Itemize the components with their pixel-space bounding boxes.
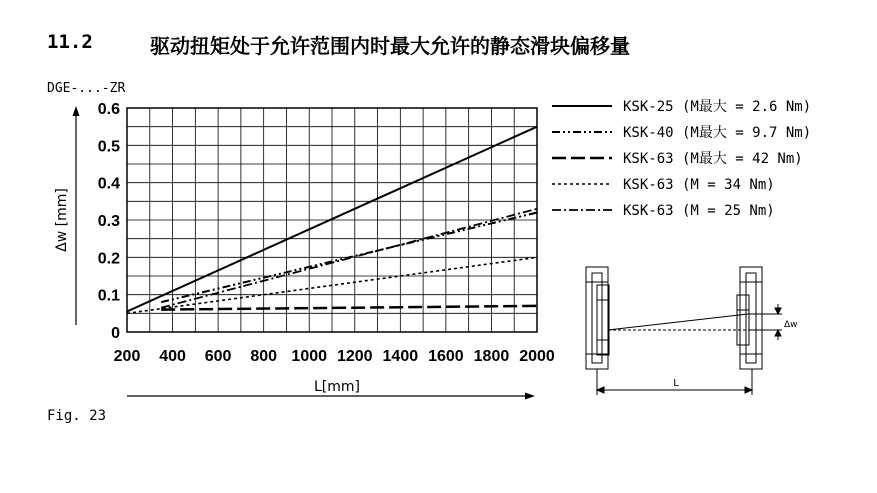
y-axis-arrowhead [73,106,80,116]
y-tick-label: 0.3 [97,213,120,230]
x-tick-label: 2000 [519,348,555,365]
legend-label: KSK-63 (M最大 = 42 Nm) [623,151,803,167]
figure-caption: Fig. 23 [47,408,107,424]
legend-label: KSK-25 (M最大 = 2.6 Nm) [623,99,812,115]
x-tick-label: 1000 [291,348,328,365]
x-axis-arrowhead [525,393,535,400]
legend-label: KSK-63 (M = 25 Nm) [623,203,775,219]
x-tick-label: 1200 [336,348,373,365]
series-line [161,306,537,310]
x-tick-label: 1400 [382,348,419,365]
x-tick-label: 600 [204,348,232,365]
diagram-l-label: L [673,378,679,389]
y-tick-label: 0.2 [97,250,120,268]
section-number: 11.2 [47,31,93,53]
chart-label: DGE-...-ZR [47,81,126,96]
legend-label: KSK-63 (M = 34 Nm) [623,177,775,193]
x-tick-label: 1800 [473,348,510,365]
x-tick-label: 800 [250,348,278,365]
chart-legend [552,98,811,219]
y-tick-label: 0 [111,325,120,342]
y-tick-label: 0.6 [97,101,120,118]
x-tick-label: 1600 [428,348,464,365]
x-tick-label: 200 [113,348,141,365]
page-title: 驱动扭矩处于允许范围内时最大允许的静态滑块偏移量 [150,34,630,58]
y-axis-title: Δw [mm] [54,188,70,252]
diagram-w-label: Δw [784,320,798,330]
x-axis-title: L[mm] [314,379,360,395]
y-tick-label: 0.1 [97,287,120,305]
legend-label: KSK-40 (M最大 = 9.7 Nm) [623,125,812,141]
offset-diagram [586,267,782,395]
y-tick-label: 0.5 [97,138,120,156]
x-tick-label: 400 [159,348,186,365]
chart-ticks [98,101,555,365]
y-tick-label: 0.4 [97,175,120,193]
series-line [161,209,537,308]
